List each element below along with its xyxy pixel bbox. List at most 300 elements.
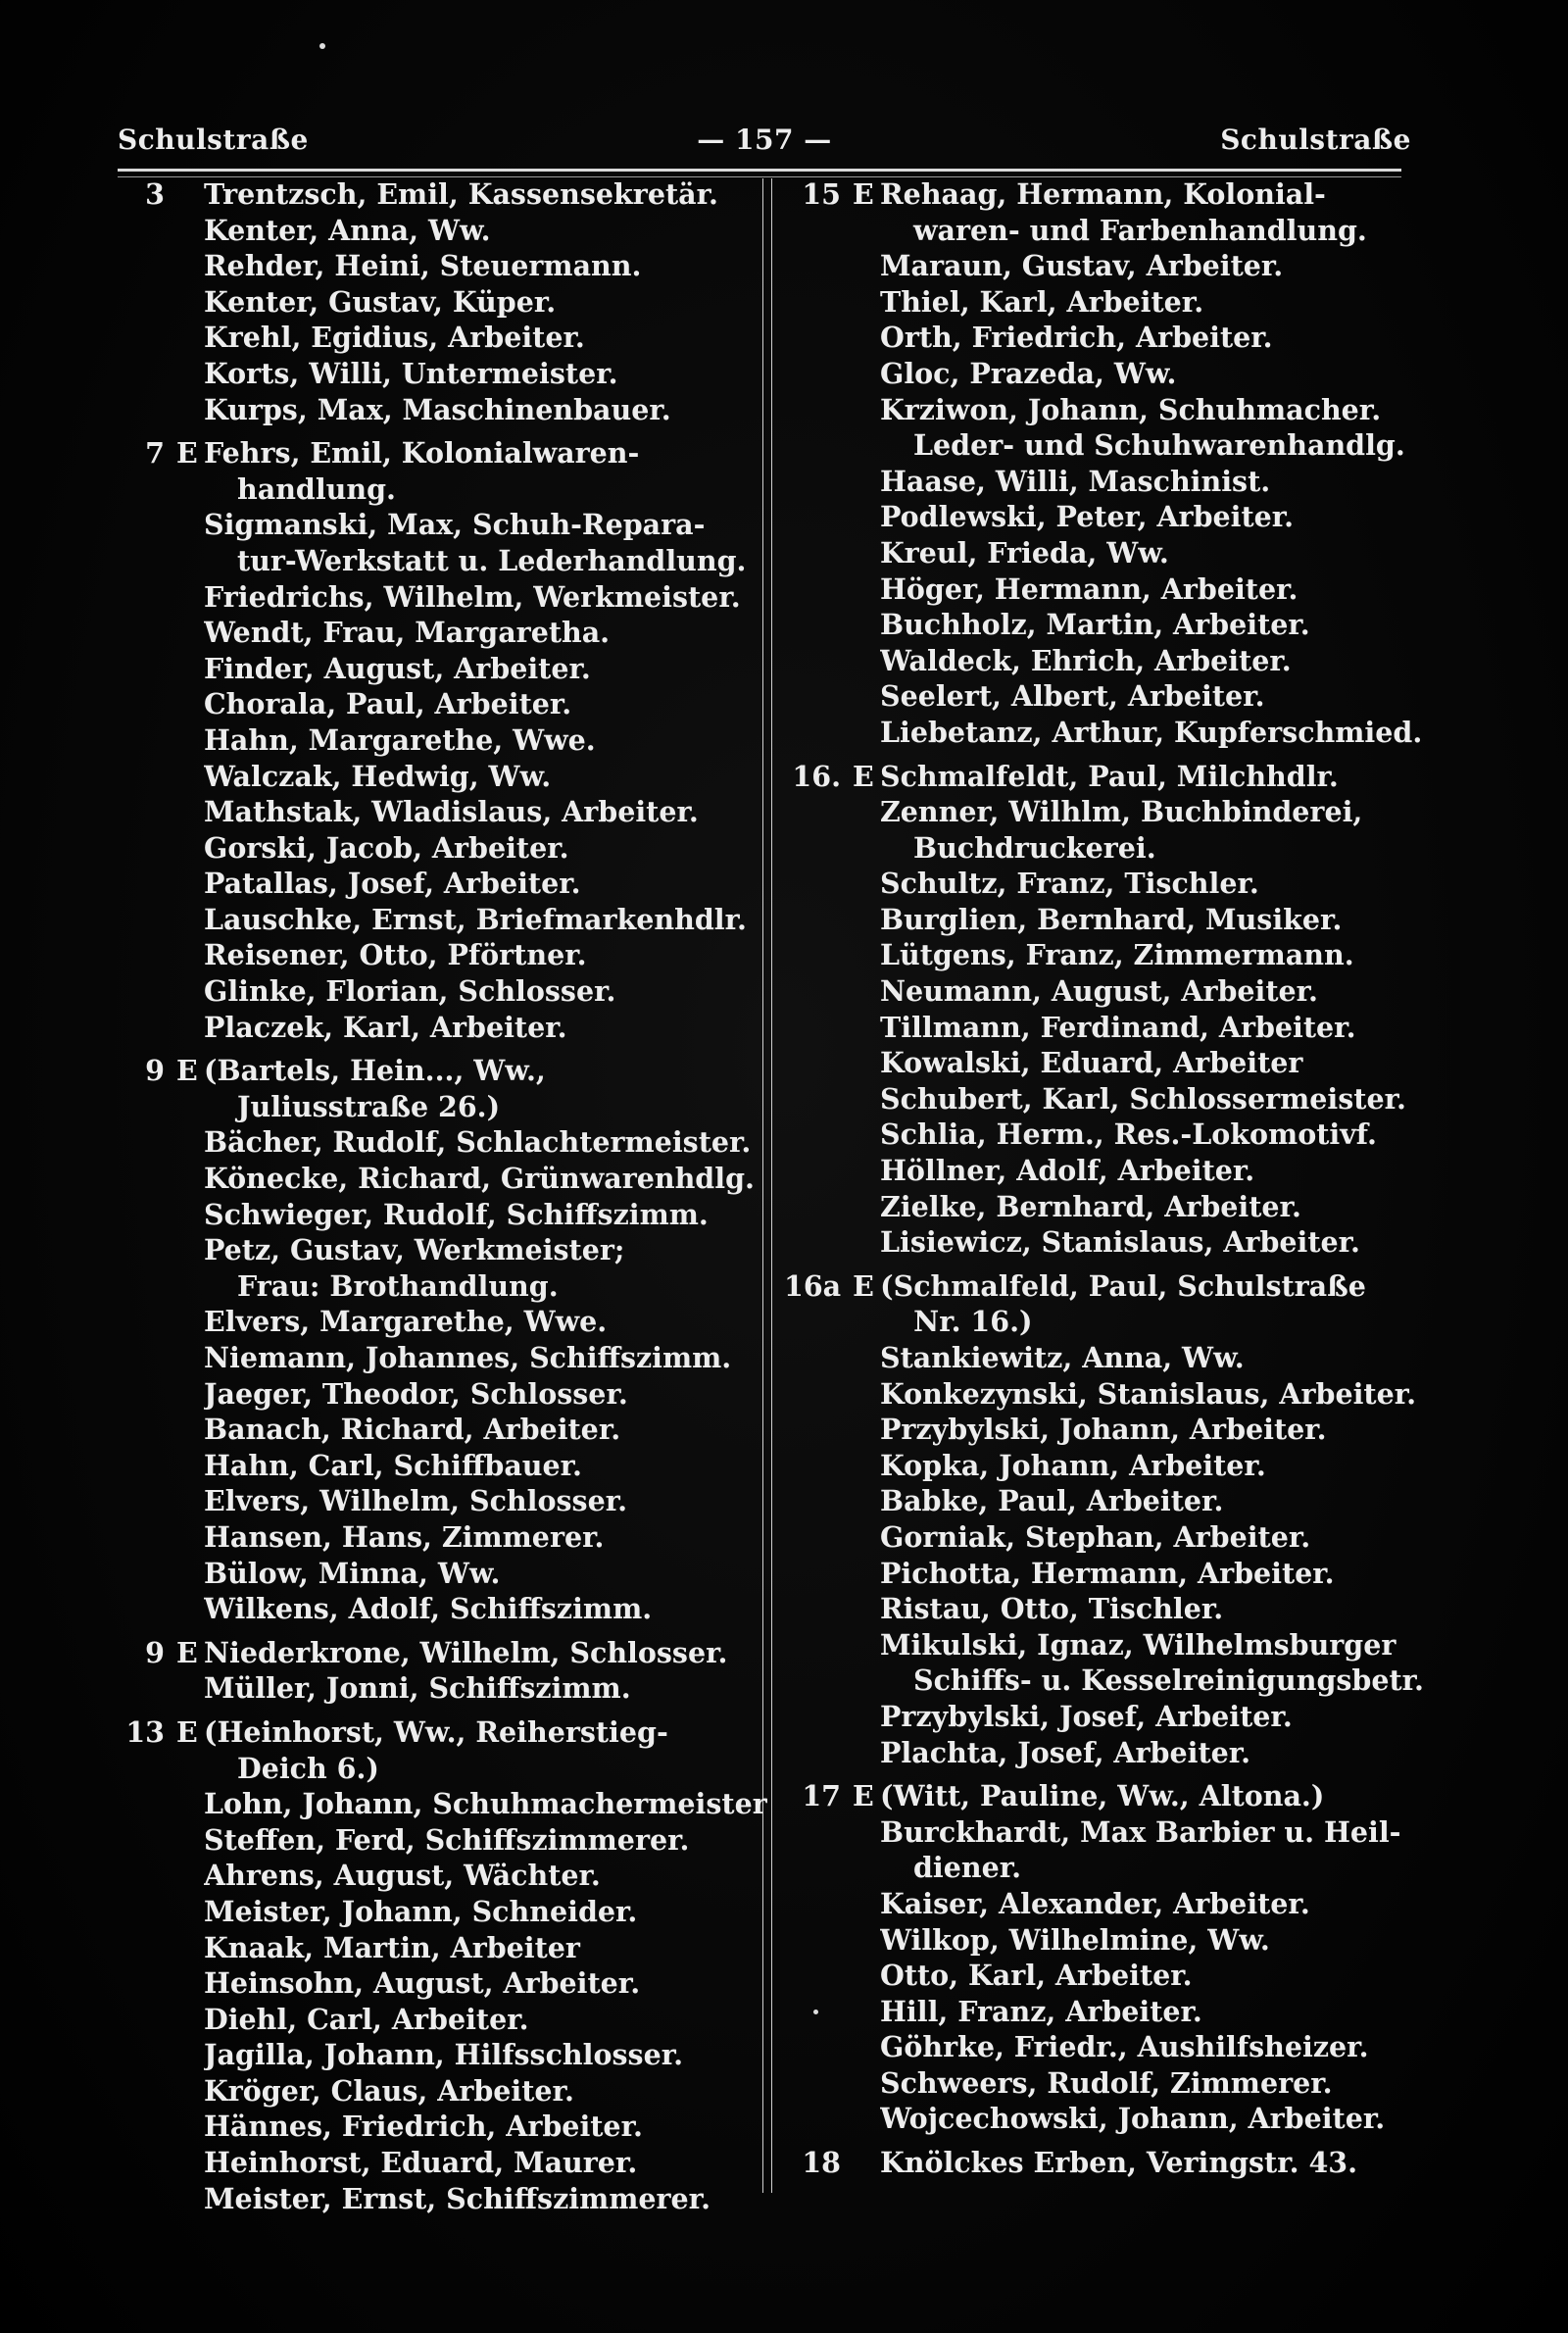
entry-line: Hännes, Friedrich, Arbeiter.	[204, 2110, 643, 2144]
house-entry	[784, 1778, 1421, 1814]
entry-line: Orth, Friedrich, Arbeiter.	[880, 321, 1273, 355]
house-entry	[784, 176, 1421, 248]
resident-entry	[784, 902, 1421, 938]
entry-line: Diehl, Carl, Arbeiter.	[204, 2002, 529, 2036]
column-divider	[762, 178, 772, 2193]
entry-text	[880, 392, 1421, 464]
entry-line: Schultz, Franz, Tischler.	[880, 867, 1259, 901]
resident-entry	[108, 973, 745, 1010]
entry-text	[880, 866, 1421, 902]
resident-entry	[108, 1930, 745, 1966]
header-rule	[118, 169, 1401, 172]
resident-entry	[108, 1412, 745, 1448]
entry-line: Jaeger, Theodor, Schlosser.	[204, 1376, 628, 1411]
entry-line: Otto, Karl, Arbeiter.	[880, 1959, 1193, 1993]
entry-line: Rehder, Heini, Steuermann.	[204, 249, 642, 283]
resident-entry	[784, 284, 1421, 321]
entry-spacer	[784, 751, 1421, 759]
entry-text	[880, 678, 1421, 715]
entry-text	[204, 1161, 755, 1197]
resident-entry	[108, 866, 745, 902]
resident-entry	[784, 1958, 1421, 1994]
entry-text	[204, 1376, 745, 1413]
resident-entry	[784, 2029, 1421, 2065]
entry-line: (Witt, Pauline, Ww., Altona.)	[880, 1779, 1325, 1813]
resident-entry	[108, 2109, 745, 2145]
resident-entry	[784, 248, 1421, 284]
entry-line: Heinhorst, Eduard, Maurer.	[204, 2146, 638, 2180]
entry-text	[880, 1958, 1421, 1994]
entry-line: Höllner, Adolf, Arbeiter.	[880, 1154, 1255, 1188]
resident-entry	[784, 571, 1421, 608]
resident-entry	[784, 2101, 1421, 2137]
entry-text	[880, 1556, 1421, 1592]
entry-line: Elvers, Wilhelm, Schlosser.	[204, 1484, 628, 1518]
resident-entry	[784, 356, 1421, 392]
page-header	[118, 116, 1411, 165]
entry-text	[204, 1714, 745, 1786]
entry-text	[880, 464, 1421, 500]
resident-entry	[108, 1304, 745, 1340]
entry-text	[204, 1010, 745, 1046]
entry-line: Ahrens, August, Wächter.	[204, 1859, 601, 1893]
entry-line: Przybylski, Johann, Arbeiter.	[880, 1413, 1327, 1447]
resident-entry	[784, 643, 1421, 679]
entry-line: Jagilla, Johann, Hilfsschlosser.	[204, 2038, 684, 2072]
entry-line: Ristau, Otto, Tischler.	[880, 1592, 1224, 1626]
resident-entry	[784, 1189, 1421, 1225]
house-entry	[108, 176, 745, 213]
resident-entry	[784, 678, 1421, 715]
entry-line: Glinke, Florian, Schlosser.	[204, 974, 616, 1009]
entry-text	[204, 1894, 745, 1930]
resident-entry	[108, 1786, 767, 1822]
entry-text	[204, 2145, 745, 2181]
resident-entry	[784, 973, 1421, 1010]
entry-line: Wendt, Frau, Margaretha.	[204, 616, 611, 650]
entry-line: Höger, Hermann, Arbeiter.	[880, 571, 1298, 606]
resident-entry	[784, 1045, 1421, 1081]
entry-line: (Heinhorst, Ww., Reiherstieg-	[204, 1714, 668, 1749]
entry-line: Lohn, Johann, Schuhmachermeister	[204, 1787, 767, 1821]
resident-entry	[784, 1412, 1421, 1448]
entry-text	[880, 715, 1422, 751]
entry-text	[204, 1304, 745, 1340]
entry-line: Kaiser, Alexander, Arbeiter.	[880, 1886, 1310, 1920]
entry-line: Hahn, Carl, Schiffbauer.	[204, 1448, 582, 1482]
resident-entry	[784, 2065, 1421, 2102]
entry-line: Friedrichs, Wilhelm, Werkmeister.	[204, 579, 741, 614]
owner-flag: E	[853, 759, 874, 793]
resident-entry	[108, 2073, 745, 2110]
resident-entry	[784, 1117, 1421, 1153]
resident-entry	[108, 507, 745, 578]
house-entry	[108, 1635, 745, 1671]
entry-text	[204, 686, 745, 722]
page-number: — 157 —	[697, 124, 832, 156]
entry-line: Waldeck, Ehrich, Arbeiter.	[880, 643, 1292, 677]
entry-line: Plachta, Josef, Arbeiter.	[880, 1735, 1251, 1769]
resident-entry	[108, 248, 745, 284]
resident-entry	[108, 1519, 745, 1556]
entry-line: Fehrs, Emil, Kolonialwaren-	[204, 436, 640, 471]
entry-text	[880, 643, 1421, 679]
house-number: 18	[802, 2146, 841, 2180]
entry-line: Niederkrone, Wilhelm, Schlosser.	[204, 1635, 728, 1669]
entry-text	[880, 499, 1421, 535]
entry-line: Lisiewicz, Stanislaus, Arbeiter.	[880, 1225, 1360, 1260]
resident-entry	[108, 356, 745, 392]
entry-line: Kenter, Anna, Ww.	[204, 213, 491, 247]
entry-text	[204, 507, 746, 578]
entry-text	[204, 2073, 745, 2110]
entry-text	[880, 2029, 1421, 2065]
entry-text	[204, 651, 745, 687]
entry-line: Trentzsch, Emil, Kassensekretär.	[204, 177, 718, 211]
entry-spacer	[108, 427, 745, 435]
entry-line: Wilkop, Wilhelmine, Ww.	[880, 1922, 1270, 1957]
entry-line: Pichotta, Hermann, Arbeiter.	[880, 1556, 1335, 1590]
house-entry	[108, 1053, 745, 1124]
house-entry	[784, 2145, 1421, 2181]
entry-line: Hahn, Margarethe, Wwe.	[204, 722, 596, 757]
header-street-left: Schulstraße	[118, 124, 309, 156]
entry-text	[880, 1340, 1421, 1376]
entry-text	[880, 1922, 1421, 1959]
resident-entry	[784, 1224, 1421, 1261]
owner-flag: E	[853, 1779, 874, 1813]
resident-entry	[784, 1448, 1421, 1484]
resident-entry	[784, 1699, 1421, 1735]
entry-line: Schmalfeldt, Paul, Milchhdlr.	[880, 759, 1339, 793]
entry-text	[204, 1591, 745, 1627]
entry-line: Kopka, Johann, Arbeiter.	[880, 1448, 1266, 1482]
entry-line-continued: Schiffs- u. Kesselreinigungsbetr.	[913, 1663, 1424, 1698]
house-number: 17	[802, 1779, 841, 1813]
entry-text	[880, 1081, 1421, 1117]
resident-entry	[784, 1994, 1421, 2030]
entry-line-continued: Deich 6.)	[237, 1751, 379, 1785]
entry-text	[204, 1483, 745, 1519]
entry-text	[880, 1735, 1421, 1771]
entry-text	[880, 248, 1421, 284]
entry-text	[880, 1268, 1421, 1340]
entry-line: Burglien, Bernhard, Musiker.	[880, 902, 1343, 936]
resident-entry	[784, 320, 1421, 356]
entry-line: Elvers, Margarethe, Wwe.	[204, 1305, 608, 1339]
house-number: 16a	[784, 1268, 842, 1303]
house-number: 13	[125, 1714, 165, 1749]
entry-line: Lütgens, Franz, Zimmermann.	[880, 938, 1354, 972]
house-entry	[784, 759, 1421, 795]
resident-entry	[108, 1483, 745, 1519]
owner-flag: E	[853, 177, 874, 211]
resident-entry	[108, 213, 745, 249]
entry-line: Wojcechowski, Johann, Arbeiter.	[880, 2102, 1386, 2136]
entry-text	[880, 2145, 1421, 2181]
entry-text	[880, 535, 1421, 571]
entry-text	[880, 1153, 1421, 1189]
resident-entry	[108, 1376, 745, 1413]
entry-text	[880, 320, 1421, 356]
resident-entry	[108, 1670, 745, 1707]
entry-text	[880, 1010, 1421, 1046]
entry-text	[880, 2101, 1421, 2137]
entry-line: Bächer, Rudolf, Schlachtermeister.	[204, 1125, 752, 1160]
entry-line: Liebetanz, Arthur, Kupferschmied.	[880, 715, 1423, 749]
entry-spacer	[784, 2137, 1421, 2145]
resident-entry	[784, 1886, 1421, 1922]
right-column	[784, 176, 1424, 2181]
entry-text	[880, 1448, 1421, 1484]
entry-text	[880, 1376, 1421, 1413]
entry-text	[204, 866, 745, 902]
entry-line: Kröger, Claus, Arbeiter.	[204, 2073, 574, 2108]
resident-entry	[108, 1197, 745, 1233]
entry-line-continued: diener.	[913, 1851, 1022, 1885]
entry-text	[204, 356, 745, 392]
resident-entry	[108, 2181, 745, 2217]
resident-entry	[784, 715, 1421, 751]
entry-text	[880, 1224, 1421, 1261]
entry-line: Przybylski, Josef, Arbeiter.	[880, 1699, 1293, 1733]
entry-line: Konkezynski, Stanislaus, Arbeiter.	[880, 1376, 1417, 1411]
resident-entry	[108, 722, 745, 759]
entry-line: Patallas, Josef, Arbeiter.	[204, 867, 581, 901]
entry-text	[204, 722, 745, 759]
entry-line: Bülow, Minna, Ww.	[204, 1556, 501, 1590]
header-street-right: Schulstraße	[1220, 124, 1411, 156]
entry-line: Lauschke, Ernst, Briefmarkenhdlr.	[204, 902, 747, 936]
resident-entry	[108, 1858, 745, 1894]
resident-entry	[108, 1556, 745, 1592]
entry-text	[204, 284, 745, 321]
entry-line: Zenner, Wilhlm, Buchbinderei,	[880, 795, 1363, 829]
owner-flag: E	[176, 1714, 198, 1749]
resident-entry	[784, 1556, 1421, 1592]
resident-entry	[784, 464, 1421, 500]
entry-text	[204, 830, 745, 867]
entry-line: Buchholz, Martin, Arbeiter.	[880, 608, 1310, 642]
entry-line: Hill, Franz, Arbeiter.	[880, 1994, 1202, 2028]
entry-line: Mikulski, Ignaz, Wilhelmsburger	[880, 1627, 1396, 1662]
entry-line: Meister, Ernst, Schiffszimmerer.	[204, 2181, 710, 2215]
left-column	[108, 176, 767, 2216]
entry-line-continued: tur-Werkstatt u. Lederhandlung.	[237, 543, 747, 577]
resident-entry	[784, 1735, 1421, 1771]
resident-entry	[108, 902, 745, 938]
entry-line: Gorniak, Stephan, Arbeiter.	[880, 1519, 1311, 1554]
entry-text	[204, 1232, 745, 1304]
entry-line: Sigmanski, Max, Schuh-Repara-	[204, 508, 706, 542]
resident-entry	[784, 937, 1421, 973]
entry-text	[204, 902, 747, 938]
entry-text	[204, 1519, 745, 1556]
resident-entry	[784, 535, 1421, 571]
entry-line-continued: Leder- und Schuhwarenhandlg.	[913, 428, 1405, 463]
entry-line: Schubert, Karl, Schlossermeister.	[880, 1081, 1406, 1116]
resident-entry	[108, 1124, 752, 1161]
entry-line: Seelert, Albert, Arbeiter.	[880, 679, 1265, 714]
entry-text	[880, 1519, 1421, 1556]
entry-text	[204, 2037, 745, 2073]
resident-entry	[108, 2037, 745, 2073]
resident-entry	[108, 615, 745, 651]
resident-entry	[784, 1591, 1421, 1627]
entry-text	[880, 1994, 1421, 2030]
entry-line: Banach, Richard, Arbeiter.	[204, 1413, 621, 1447]
entry-text	[880, 356, 1421, 392]
resident-entry	[108, 1448, 745, 1484]
resident-entry	[784, 607, 1421, 643]
house-number: 7	[145, 436, 165, 471]
entry-line: Meister, Johann, Schneider.	[204, 1894, 638, 1928]
resident-entry	[108, 1822, 745, 1859]
entry-text	[204, 973, 745, 1010]
resident-entry	[784, 1010, 1421, 1046]
entry-text	[204, 392, 745, 428]
entry-line: (Schmalfeld, Paul, Schulstraße	[880, 1268, 1366, 1303]
resident-entry	[784, 1081, 1421, 1117]
resident-entry	[108, 1340, 745, 1376]
entry-text	[880, 937, 1421, 973]
resident-entry	[108, 284, 745, 321]
resident-entry	[108, 1232, 745, 1304]
entry-text	[204, 1786, 767, 1822]
ink-speck	[319, 43, 325, 49]
entry-text	[204, 213, 745, 249]
entry-line: Maraun, Gustav, Arbeiter.	[880, 249, 1284, 283]
entry-text	[880, 1699, 1421, 1735]
entry-text	[880, 794, 1421, 866]
house-number: 15	[802, 177, 841, 211]
resident-entry	[108, 830, 745, 867]
entry-line-continued: Nr. 16.)	[913, 1305, 1033, 1339]
entry-text	[204, 794, 745, 830]
resident-entry	[108, 794, 745, 830]
resident-entry	[108, 759, 745, 795]
entry-text	[880, 176, 1421, 248]
entry-line: Placzek, Karl, Arbeiter.	[204, 1010, 567, 1044]
resident-entry	[108, 579, 745, 616]
entry-line: Niemann, Johannes, Schiffszimm.	[204, 1341, 732, 1374]
entry-line-continued: handlung.	[237, 472, 396, 506]
entry-text	[204, 248, 745, 284]
house-number: 3	[145, 177, 165, 211]
entry-line: Zielke, Bernhard, Arbeiter.	[880, 1189, 1301, 1223]
entry-line-continued: waren- und Farbenhandlung.	[913, 213, 1367, 247]
entry-line: Chorala, Paul, Arbeiter.	[204, 687, 572, 721]
resident-entry	[784, 866, 1421, 902]
entry-line: Burckhardt, Max Barbier u. Heil-	[880, 1814, 1401, 1849]
entry-text	[880, 1189, 1421, 1225]
entry-text	[204, 1412, 745, 1448]
entry-text	[204, 1635, 745, 1671]
resident-entry	[784, 1340, 1421, 1376]
entry-line: Kurps, Max, Maschinenbauer.	[204, 392, 671, 426]
entry-line: Müller, Jonni, Schiffszimm.	[204, 1671, 631, 1706]
entry-text	[880, 973, 1421, 1010]
entry-text	[880, 1814, 1421, 1886]
resident-entry	[108, 1591, 745, 1627]
entry-line: Petz, Gustav, Werkmeister;	[204, 1233, 625, 1267]
entry-line: Haase, Willi, Maschinist.	[880, 464, 1271, 498]
entry-line: Hansen, Hans, Zimmerer.	[204, 1519, 605, 1554]
entry-line: Schwieger, Rudolf, Schiffszimm.	[204, 1197, 709, 1231]
entry-line: Podlewski, Peter, Arbeiter.	[880, 500, 1295, 534]
entry-text	[204, 1858, 745, 1894]
resident-entry	[784, 1153, 1421, 1189]
entry-text	[204, 435, 745, 507]
resident-entry	[108, 320, 745, 356]
resident-entry	[784, 1627, 1424, 1699]
entry-line: Knölckes Erben, Veringstr. 43.	[880, 2146, 1358, 2180]
entry-text	[204, 1822, 745, 1859]
entry-text	[880, 1886, 1421, 1922]
resident-entry	[108, 937, 745, 973]
entry-text	[204, 1124, 751, 1161]
entry-line: Wilkens, Adolf, Schiffszimm.	[204, 1592, 653, 1626]
resident-entry	[784, 1519, 1421, 1556]
entry-text	[880, 1483, 1421, 1519]
owner-flag: E	[176, 1635, 198, 1669]
entry-text	[204, 1197, 745, 1233]
resident-entry	[784, 392, 1421, 464]
entry-text	[204, 320, 745, 356]
entry-text	[204, 2002, 745, 2038]
entry-text	[204, 759, 745, 795]
resident-entry	[108, 2145, 745, 2181]
entry-spacer	[108, 1045, 745, 1053]
entry-text	[204, 2109, 745, 2145]
entry-text	[204, 579, 745, 616]
entry-text	[204, 1556, 745, 1592]
entry-text	[880, 607, 1421, 643]
entry-text	[204, 2181, 745, 2217]
house-number: 9	[145, 1054, 165, 1088]
entry-line: Neumann, August, Arbeiter.	[880, 974, 1318, 1009]
entry-text	[204, 1670, 745, 1707]
resident-entry	[108, 2002, 745, 2038]
entry-line: Stankiewitz, Anna, Ww.	[880, 1341, 1245, 1374]
entry-line: Gorski, Jacob, Arbeiter.	[204, 830, 569, 865]
resident-entry	[108, 686, 745, 722]
resident-entry	[108, 1010, 745, 1046]
entry-line: Reisener, Otto, Pförtner.	[204, 938, 587, 972]
resident-entry	[108, 651, 745, 687]
entry-line: Rehaag, Hermann, Kolonial-	[880, 177, 1326, 211]
entry-text	[880, 1412, 1421, 1448]
entry-text	[880, 284, 1421, 321]
entry-text	[204, 1053, 745, 1124]
resident-entry	[784, 1814, 1421, 1886]
entry-line-continued: Frau: Brothandlung.	[237, 1268, 559, 1303]
entry-text	[880, 1591, 1421, 1627]
house-number: 9	[145, 1635, 165, 1669]
resident-entry	[784, 1376, 1421, 1413]
entry-line: Krziwon, Johann, Schuhmacher.	[880, 392, 1382, 426]
resident-entry	[108, 392, 745, 428]
entry-line: Mathstak, Wladislaus, Arbeiter.	[204, 795, 699, 829]
house-entry	[108, 435, 745, 507]
entry-line: Knaak, Martin, Arbeiter	[204, 1930, 580, 1964]
entry-line: Thiel, Karl, Arbeiter.	[880, 284, 1204, 319]
entry-line: Schlia, Herm., Res.-Lokomotivf.	[880, 1117, 1377, 1152]
entry-spacer	[784, 1261, 1421, 1268]
entry-line: Göhrke, Friedr., Aushilfsheizer.	[880, 2030, 1369, 2064]
resident-entry	[108, 1894, 745, 1930]
entry-line-continued: Juliusstraße 26.)	[237, 1089, 501, 1123]
